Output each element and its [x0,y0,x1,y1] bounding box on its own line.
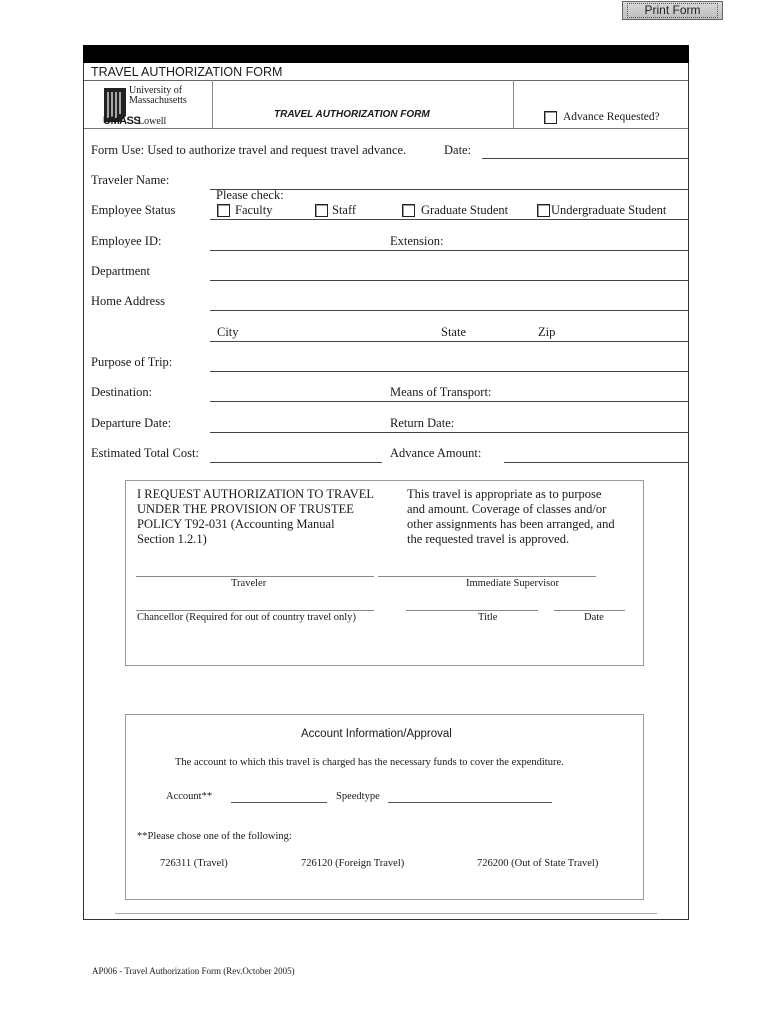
date-label: Date: [444,143,472,157]
graduate-student-checkbox[interactable] [402,204,415,217]
faculty-checkbox[interactable] [217,204,230,217]
staff-label: Staff [332,203,357,217]
employee-status-divider [210,219,688,220]
logo-line1: University of [129,85,183,96]
header-divider-left [212,80,213,128]
form-header-bar [83,45,689,63]
supervisor-signature-label: Immediate Supervisor [466,578,560,589]
graduate-student-label: Graduate Student [421,203,509,217]
approval-line: and amount. Coverage of classes and/or [407,502,607,516]
header-divider-right [513,80,514,128]
account-field[interactable] [231,802,327,803]
undergraduate-student-label: Undergraduate Student [551,203,667,217]
purpose-field[interactable] [210,371,688,372]
home-address-label: Home Address [91,294,165,308]
estimated-total-cost-field[interactable] [210,462,382,463]
authorization-approval-text [407,487,615,547]
return-date-label: Return Date: [390,416,455,430]
city-label: City [217,325,239,339]
account-label: Account** [166,791,213,802]
form-title: TRAVEL AUTHORIZATION FORM [91,65,283,79]
traveler-signature-line[interactable] [136,576,374,577]
staff-checkbox[interactable] [315,204,328,217]
chancellor-signature-line[interactable] [136,610,374,611]
account-option-foreign-travel: 726120 (Foreign Travel) [301,858,405,869]
logo-campus: Lowell [138,116,167,127]
account-option-out-of-state-travel: 726200 (Out of State Travel) [477,858,599,869]
authorization-request-text [137,487,374,547]
header-center-title: TRAVEL AUTHORIZATION FORM [274,109,430,120]
speedtype-label: Speedtype [336,791,380,802]
home-address-field[interactable] [210,310,688,311]
advance-amount-label: Advance Amount: [390,446,482,460]
employee-id-field[interactable] [210,250,688,251]
advance-amount-field[interactable] [504,462,688,463]
print-form-label: Print Form [627,3,717,18]
request-line: UNDER THE PROVISION OF TRUSTEE [137,502,354,516]
employee-id-label: Employee ID: [91,234,162,248]
account-option-travel: 726311 (Travel) [160,858,228,869]
traveler-signature-label: Traveler [231,578,267,589]
account-box [125,714,644,900]
undergraduate-student-checkbox[interactable] [537,204,550,217]
department-label: Department [91,264,151,278]
approval-date-label: Date [584,612,604,623]
approval-line: other assignments has been arranged, and [407,517,615,531]
extension-label: Extension: [390,234,444,248]
department-field[interactable] [210,280,688,281]
request-line: I REQUEST AUTHORIZATION TO TRAVEL [137,487,375,501]
choose-account-note: **Please chose one of the following: [137,831,292,842]
advance-requested-label: Advance Requested? [563,111,660,123]
title-label: Title [478,612,498,623]
request-line: Section 1.2.1) [137,532,207,546]
approval-line: This travel is appropriate as to purpose [407,487,602,501]
logo-brand: UMASS [103,115,141,127]
approval-date-line[interactable] [554,610,625,611]
title-line[interactable] [406,610,538,611]
form-use-text: Form Use: Used to authorize travel and request travel advance. [91,143,407,157]
estimated-total-cost-label: Estimated Total Cost: [91,446,199,460]
faculty-label: Faculty [235,203,273,217]
traveler-name-label: Traveler Name: [91,173,170,187]
speedtype-field[interactable] [388,802,552,803]
departure-date-label: Departure Date: [91,416,172,430]
means-of-transport-label: Means of Transport: [390,385,492,399]
chancellor-label: Chancellor (Required for out of country travel only) [137,612,356,623]
supervisor-signature-line[interactable] [378,576,596,577]
account-heading: Account Information/Approval [301,728,452,740]
header-bottom-divider [84,128,688,129]
advance-requested-checkbox[interactable] [544,111,557,124]
please-check-label: Please check: [216,188,284,202]
employee-status-label: Employee Status [91,203,176,217]
destination-field[interactable] [210,401,688,402]
city-state-zip-field[interactable] [210,341,688,342]
state-label: State [441,325,466,339]
print-form-button[interactable] [622,1,723,20]
logo-line2: Massachusetts [129,95,187,106]
request-line: POLICY T92-031 (Accounting Manual [137,517,335,531]
zip-label: Zip [538,325,556,339]
departure-date-field[interactable] [210,432,688,433]
purpose-label: Purpose of Trip: [91,355,173,369]
approval-line: the requested travel is approved. [407,532,570,546]
destination-label: Destination: [91,385,153,399]
title-divider [84,80,688,81]
account-statement: The account to which this travel is charged has the necessary funds to cover the expenditure. [175,757,564,768]
date-field[interactable] [482,158,688,159]
bottom-rule [115,913,657,914]
form-footer: AP006 - Travel Authorization Form (Rev.October 2005) [92,966,295,976]
